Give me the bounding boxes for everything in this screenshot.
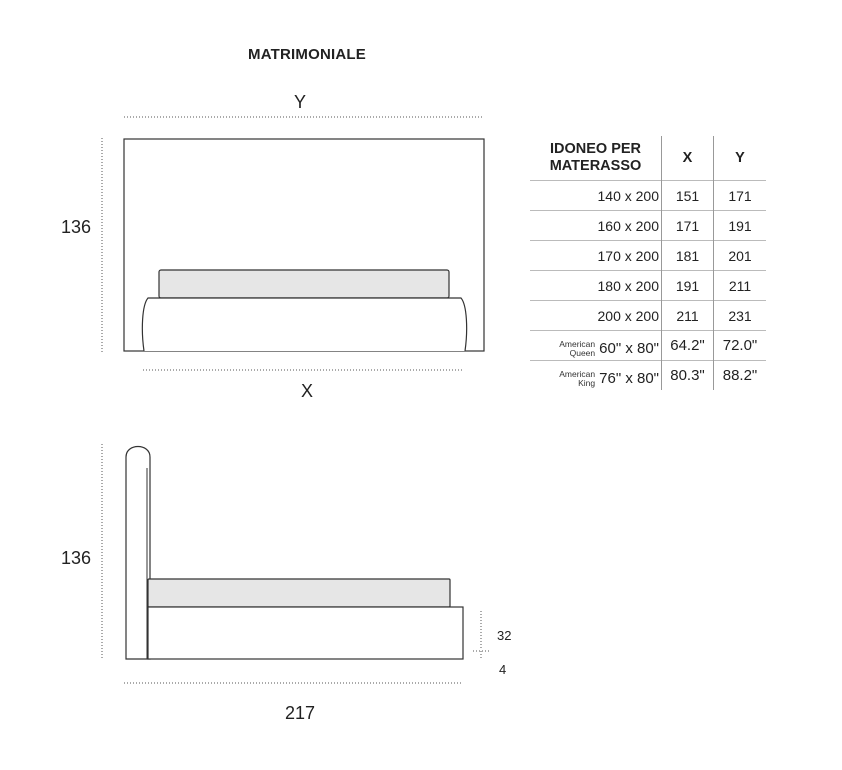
- row-y: 171: [714, 181, 767, 211]
- size-table: [530, 136, 766, 390]
- row-x: 80.3": [662, 361, 714, 391]
- header-mattress-size: IDONEO PER MATERASSO: [549, 141, 642, 174]
- front-mattress: [159, 270, 449, 298]
- header-y: Y: [714, 136, 767, 181]
- row-size: 180 x 200: [530, 271, 662, 301]
- row-y: 231: [714, 301, 767, 331]
- diagram-title: MATRIMONIALE: [248, 46, 366, 63]
- side-foot-label: 4: [499, 662, 507, 677]
- row-x: 151: [662, 181, 714, 211]
- side-view: [102, 444, 489, 683]
- row-size: 140 x 200: [530, 181, 662, 211]
- row-x: 211: [662, 301, 714, 331]
- row-size: American King 76" x 80": [530, 361, 662, 391]
- side-mattress: [148, 579, 450, 607]
- row-x: 64.2": [662, 331, 714, 361]
- row-size: American Queen 60" x 80": [530, 331, 662, 361]
- row-y: 88.2": [714, 361, 767, 391]
- row-y: 201: [714, 241, 767, 271]
- table-row: [530, 241, 766, 271]
- front-height-label: 136: [61, 217, 92, 237]
- side-height-label: 136: [61, 548, 92, 568]
- table-row: [530, 361, 766, 391]
- table-row: [530, 181, 766, 211]
- side-base-height-label: 32: [497, 628, 512, 643]
- row-size: 170 x 200: [530, 241, 662, 271]
- row-x: 191: [662, 271, 714, 301]
- row-x: 181: [662, 241, 714, 271]
- table-row: [530, 271, 766, 301]
- header-x: X: [662, 136, 714, 181]
- row-size: 160 x 200: [530, 211, 662, 241]
- side-headboard: [126, 447, 150, 660]
- row-size-tag: American King: [559, 368, 596, 388]
- side-length-label: 217: [285, 703, 316, 723]
- front-base: [142, 298, 466, 351]
- front-base-label: X: [301, 381, 314, 401]
- row-y: 191: [714, 211, 767, 241]
- front-view: [102, 117, 484, 370]
- table-row: [530, 331, 766, 361]
- side-base: [148, 607, 463, 659]
- table-row: [530, 301, 766, 331]
- row-y: 211: [714, 271, 767, 301]
- table-header-row: [530, 136, 766, 181]
- row-size: 200 x 200: [530, 301, 662, 331]
- row-x: 171: [662, 211, 714, 241]
- row-size-tag: American Queen: [559, 338, 596, 358]
- front-width-label: Y: [294, 92, 307, 112]
- row-y: 72.0": [714, 331, 767, 361]
- table-row: [530, 211, 766, 241]
